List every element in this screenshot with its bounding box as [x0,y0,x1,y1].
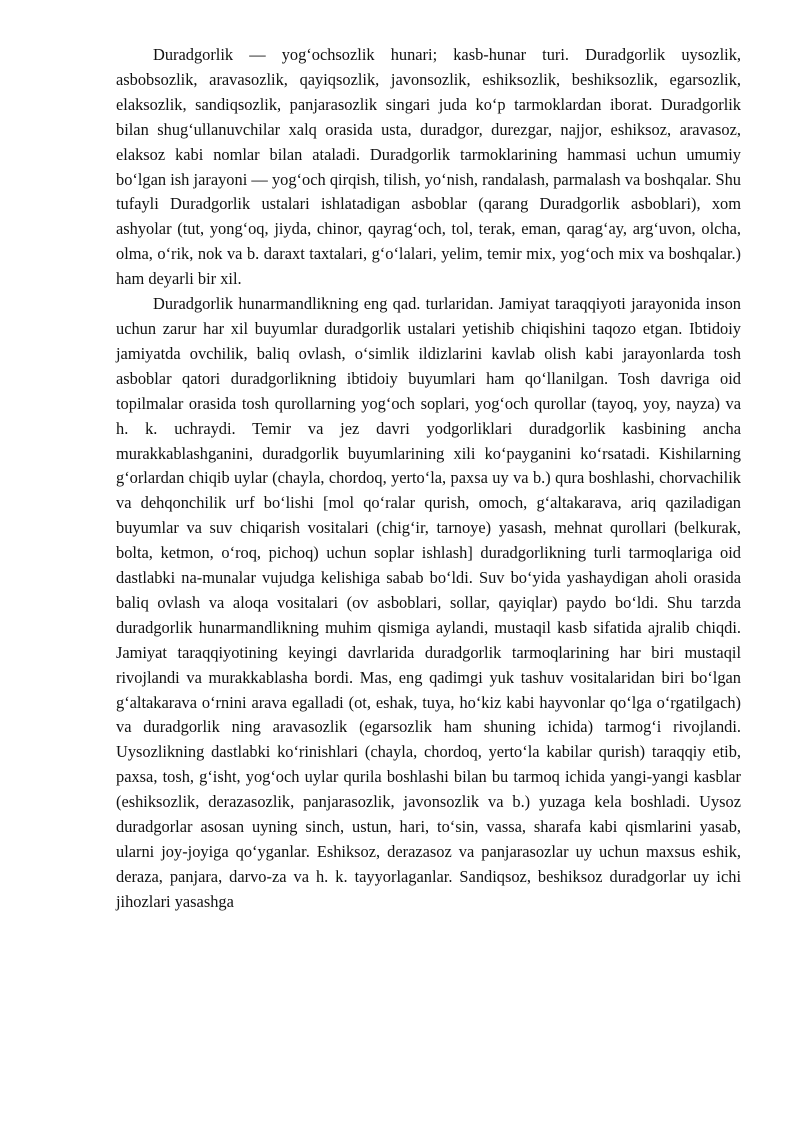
document-page [116,43,741,915]
paragraph: Duradgorlik — yog‘ochsozlik hunari; kasb-hunar turi. Duradgorlik uysozlik, asbobsozlik, aravasozlik, qayiqsozlik, javonsozlik, eshiksozlik, beshiksozlik, egarsozlik, elaksozlik, sandiqsozlik, panjarasozlik singari juda ko‘p tarmoklardan iborat. Duradgorlik bilan shug‘ullanuvchilar xalq orasida usta, duradgor, durezgar, najjor, eshiksoz, aravasoz, elaksoz kabi nomlar bilan ataladi. Duradgorlik tarmoklarining hammasi uchun umumiy bo‘lgan ish jarayoni — yog‘och qirqish, tilish, yo‘nish, randalash, parmalash va boshqalar. Shu tufayli Duradgorlik ustalari ishlatadigan asboblar (qarang Duradgorlik asboblari), xom ashyolar (tut, yong‘oq, jiyda, chinor, qayrag‘och, tol, terak, eman, qarag‘ay, arg‘uvon, olcha, olma, o‘rik, nok va b. daraxt taxtalari, g‘o‘lalari, yelim, temir mix, yog‘och mix va boshqalar.) ham deyarli bir xil. [116,45,741,289]
paragraph: Duradgorlik hunarmandlikning eng qad. turlaridan. Jamiyat taraqqiyoti jarayonida inson uchun zarur har xil buyumlar duradgorlik ustalari yetishib chiqishini taqozo etgan. Ibtidoiy jamiyatda ovchilik, baliq ovlash, o‘simlik ildizlarini kavlab olish kabi jarayonlarda tosh asboblar qatori duradgorlikning ibtidoiy buyumlari ham qo‘llanilgan. Tosh davriga oid topilmalar orasida tosh qurollarning yog‘och soplari, yog‘och qurollar (tayoq, yoy, nayza) va h. k. uchraydi. Temir va jez davri yodgorliklari duradgorlik kasbining ancha murakkablashganini, duradgorlik buyumlarining xili ko‘payganini ko‘rsatadi. Kishilarning g‘orlardan chiqib uylar (chayla, chordoq, yerto‘la, paxsa uy va b.) qura boshlashi, chorvachilik va dehqonchilik urf bo‘lishi [mol qo‘ralar qurish, omoch, g‘altakarava, ariq qaziladigan buyumlar va suv chiqarish vositalari (chig‘ir, tarnoye) yasash, mehnat qurollari (belkurak, bolta, ketmon, o‘roq, pichoq) uchun soplar ishlash] duradgorlikning turli tarmoqlariga oid dastlabki na-munalar vujudga kelishiga sabab bo‘ldi. Suv bo‘yida yashaydigan aholi orasida baliq ovlash va aloqa vositalari (ov asboblari, sollar, qayiqlar) paydo bo‘ldi. Shu tarzda duradgorlik hunarmandlikning muhim qismiga aylandi, mustaqil kasb sifatida ajralib chiqdi. Jamiyat taraqqiyotining keyingi davrlarida duradgorlik tarmoqlarining har biri mustaqil rivojlandi va murakkablasha bordi. Mas, eng qadimgi yuk tashuv vositalaridan biri bo‘lgan g‘altakarava o‘rnini arava egalladi (ot, eshak, tuya, ho‘kiz kabi hayvonlar qo‘lga o‘rgatilgach) va duradgorlik ning aravasozlik (egarsozlik ham shuning ichida) tarmog‘i rivojlandi. Uysozlikning dastlabki ko‘rinishlari (chayla, chordoq, yerto‘la kabilar qurish) taraqqiy etib, paxsa, tosh, g‘isht, yog‘och uylar qurila boshlashi bilan bu tarmoq ichida yangi-yangi kasblar (eshiksozlik, derazasozlik, panjarasozlik, javonsozlik va b.) yuzaga kela boshladi. Uysoz duradgorlar asosan uyning sinch, ustun, hari, to‘sin, vassa, sharafa kabi qismlarini yasab, ularni joy-joyiga qo‘yganlar. Eshiksoz, derazasoz va panjarasozlar uy uchun maxsus eshik, deraza, panjara, darvo-za va h. k. tayyorlaganlar. Sandiqsoz, beshiksoz duradgorlar uy ichi jihozlari yasashga [116,294,741,911]
